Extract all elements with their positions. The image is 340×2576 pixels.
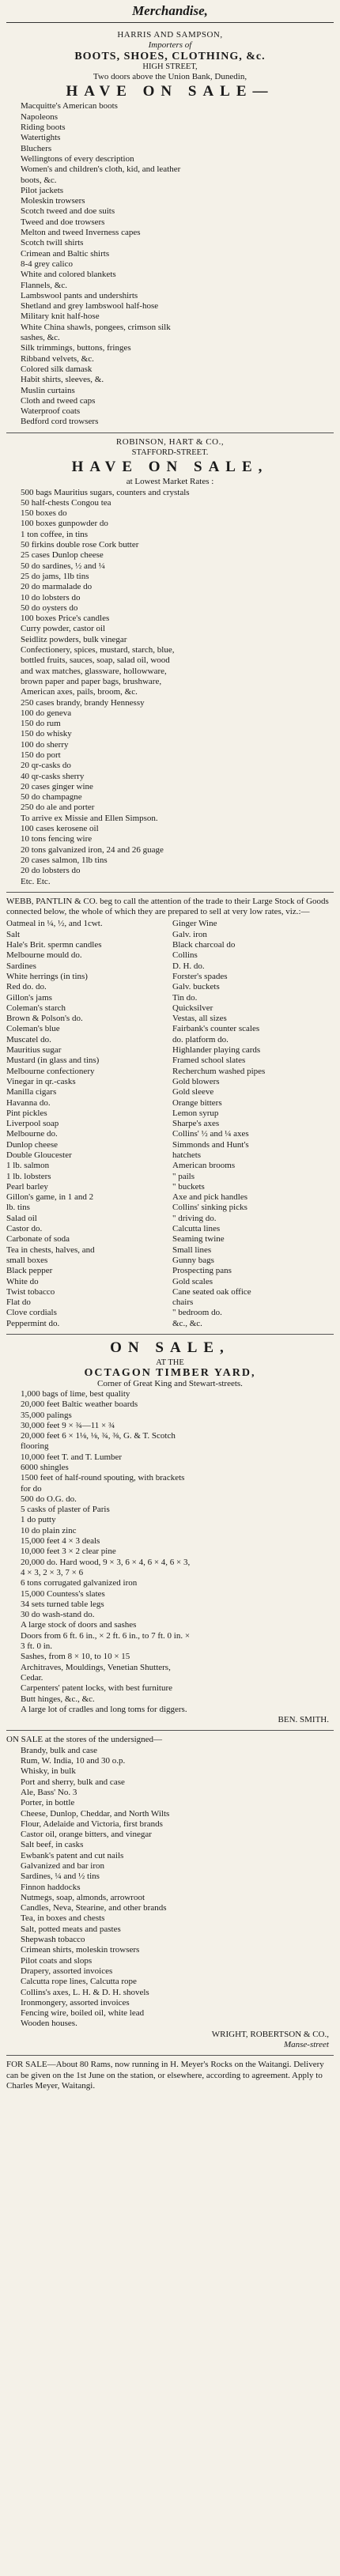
- list-item: Castor oil, orange bitters, and vinegar: [21, 1830, 152, 1840]
- table-row: [6, 1014, 334, 1024]
- list-item: Ribband velvets, &c.: [21, 353, 94, 364]
- list-item: 5 casks of plaster of Paris: [21, 1505, 110, 1515]
- ad-street: HIGH STREET,: [142, 62, 198, 71]
- right-column-item: Quicksilver: [172, 1003, 213, 1013]
- right-column-item: Galv. buckets: [172, 982, 220, 992]
- section-title: Merchandise,: [6, 2, 334, 23]
- list-item: 100 boxes gunpowder do: [21, 519, 108, 529]
- left-column-item: Coleman's starch: [6, 1003, 66, 1013]
- left-column-item: Vinegar in qr.-casks: [6, 1076, 76, 1086]
- ad-sale-banner: HAVE ON SALE,: [71, 459, 269, 476]
- right-column-item: Lemon syrup: [172, 1108, 219, 1118]
- list-item: Bedford cord trowsers: [21, 417, 99, 427]
- for-sale-rams-ad: [6, 2056, 334, 2096]
- table-row: [6, 1077, 334, 1087]
- right-column-item: Fairbank's counter scales: [172, 1024, 260, 1034]
- list-item: Ewbank's patent and cut nails: [21, 1850, 124, 1860]
- list-item: brown paper and paper bags, brushware,: [21, 676, 162, 686]
- list-item: Military knit half-hose: [21, 312, 100, 322]
- table-row: [6, 1214, 334, 1224]
- left-column-item: Muscatel do.: [6, 1034, 51, 1044]
- left-column-item: Brown & Polson's do.: [6, 1014, 83, 1024]
- list-item: Seidlitz powders, bulk vinegar: [21, 634, 127, 644]
- list-item: Sashes, from 8 × 10, to 10 × 15: [21, 1652, 130, 1662]
- right-column-item: Gold blowers: [172, 1076, 220, 1086]
- table-row: [6, 982, 334, 992]
- ad-firm-name: ROBINSON, HART & CO.,: [115, 436, 225, 447]
- ad-signature: BEN. SMITH.: [278, 1715, 329, 1725]
- list-item: 35,000 palings: [21, 1410, 72, 1420]
- ad-subheading: at Lowest Market Rates :: [126, 477, 214, 487]
- left-column-item: Flat do: [6, 1297, 31, 1308]
- left-column-item: Black pepper: [6, 1266, 53, 1276]
- list-item: White China shawls, pongees, crimson silk: [21, 322, 171, 332]
- wright-robertson-ad: [6, 1731, 334, 2056]
- list-item: Ironmongery, assorted invoices: [21, 1997, 130, 2008]
- list-item: Cloth and tweed caps: [21, 395, 96, 406]
- ad-firm-name: HARRIS AND SAMPSON,: [117, 30, 223, 40]
- list-item: Curry powder, castor oil: [21, 624, 106, 634]
- list-item: 250 cases brandy, brandy Hennessy: [21, 697, 145, 708]
- right-column-item: hatchets: [172, 1150, 202, 1160]
- list-item: Confectionery, spices, mustard, starch, blue,: [21, 645, 175, 655]
- right-column-item: Axe and pick handles: [172, 1192, 247, 1203]
- list-item: flooring: [21, 1441, 49, 1452]
- right-column-item: Simmonds and Hunt's: [172, 1139, 249, 1150]
- list-item: and wax matches, glassware, hollowware,: [21, 666, 167, 676]
- ad-item-list: [6, 1389, 334, 1715]
- right-column-item: Gunny bags: [172, 1255, 214, 1265]
- right-column-item: Gold sleeve: [172, 1087, 214, 1097]
- left-column-item: Castor do.: [6, 1224, 43, 1234]
- list-item: 150 boxes do: [21, 508, 67, 519]
- webb-pantlin-ad: [6, 893, 334, 1335]
- list-item: Bluchers: [21, 143, 52, 153]
- list-item: 20,000 feet 6 × 1⅛, ⅛, ¾, ⅜, G. & T. Scotch: [21, 1431, 176, 1441]
- table-row: [6, 1172, 334, 1182]
- right-column-item: Gold scales: [172, 1276, 213, 1286]
- list-item: 100 do sherry: [21, 739, 69, 750]
- table-row: [6, 1003, 334, 1014]
- right-column-item: Forster's spades: [172, 971, 228, 981]
- right-column-item: Collins' sinking picks: [172, 1203, 247, 1213]
- right-column-item: " pails: [172, 1171, 195, 1181]
- list-item: 40 qr-casks sherry: [21, 771, 85, 781]
- list-item: Collins's axes, L. H. & D. H. shovels: [21, 1987, 149, 1997]
- ad-intro: ON SALE at the stores of the undersigned—: [6, 1735, 163, 1745]
- ad-signature: WRIGHT, ROBERTSON & CO.,: [211, 2029, 329, 2039]
- list-item: 20 tons galvanized iron, 24 and 26 guage: [21, 844, 164, 855]
- table-row: [6, 1308, 334, 1318]
- list-item: Finnon haddocks: [21, 1882, 81, 1892]
- ad-sale-banner: HAVE ON SALE—: [66, 83, 274, 100]
- ad-item-list: [6, 101, 334, 427]
- table-row: [6, 1098, 334, 1109]
- right-column-item: Seaming twine: [172, 1234, 225, 1245]
- list-item: 20,000 feet Baltic weather boards: [21, 1399, 138, 1410]
- list-item: Scotch tweed and doe suits: [21, 206, 115, 217]
- ad-subtitle: Importers of: [148, 40, 192, 51]
- right-column-item: D. H. do.: [172, 961, 205, 971]
- left-column-item: Melbourne confectionery: [6, 1066, 95, 1076]
- ad-text: FOR SALE—About 80 Rams, now running in H. Meyer's Rocks on the Waitangi. Delivery can be given on the 1st June on the station, or elsewhere, according to agreement. Apply to Charles Meyer, Waitangi.: [6, 2060, 324, 2091]
- table-row: [6, 1109, 334, 1119]
- left-column-item: Hale's Brit. spermn candles: [6, 940, 102, 950]
- ad-sale-banner: ON SALE,: [110, 1339, 230, 1357]
- right-column-item: Highlander playing cards: [172, 1045, 261, 1056]
- left-column-item: Mustard (in glass and tins): [6, 1056, 100, 1066]
- list-item: sashes, &c.: [21, 333, 60, 343]
- list-item: 10,000 feet 3 × 2 clear pine: [21, 1547, 116, 1557]
- ad-at: AT THE: [156, 1358, 184, 1368]
- list-item: Flour, Adelaide and Victoria, first brands: [21, 1819, 163, 1829]
- left-column-item: 1 lb. lobsters: [6, 1171, 51, 1181]
- list-item: A large lot of cradles and long toms for diggers.: [21, 1704, 187, 1714]
- table-row: [6, 1287, 334, 1297]
- right-column-item: Tin do.: [172, 992, 198, 1003]
- list-item: Pilot jackets: [21, 185, 64, 195]
- list-item: Architraves, Mouldings, Venetian Shutters,: [21, 1662, 171, 1672]
- list-item: Waterproof coats: [21, 406, 81, 417]
- left-column-item: Havanna do.: [6, 1097, 51, 1108]
- list-item: 500 bags Mauritius sugars, counters and crystals: [21, 487, 190, 497]
- list-item: Tweed and doe trowsers: [21, 217, 105, 227]
- right-column-item: Sharpe's axes: [172, 1119, 220, 1129]
- ad-heading: BOOTS, SHOES, CLOTHING, &c.: [74, 50, 266, 62]
- list-item: Whisky, in bulk: [21, 1766, 76, 1777]
- table-row: [6, 1140, 334, 1150]
- list-item: Pilot coats and slops: [21, 1955, 93, 1966]
- list-item: Flannels, &c.: [21, 280, 67, 290]
- table-row: [6, 1067, 334, 1077]
- list-item: 6000 shingles: [21, 1463, 69, 1472]
- list-item: 20,000 do. Hard wood, 9 × 3, 6 × 4, 6 × 4, 6 × 3,: [21, 1557, 191, 1567]
- ad-location: Two doors above the Union Bank, Dunedin,: [93, 72, 247, 82]
- table-row: [6, 1024, 334, 1034]
- list-item: Riding boots: [21, 123, 66, 133]
- left-column-item: Melbourne mould do.: [6, 950, 82, 961]
- right-column-item: " driving do.: [172, 1213, 217, 1223]
- left-column-item: small boxes: [6, 1255, 48, 1265]
- list-item: 10,000 feet T. and T. Lumber: [21, 1452, 123, 1462]
- list-item: Wellingtons of every description: [21, 153, 134, 164]
- table-row: [6, 1045, 334, 1056]
- right-column-item: Orange bitters: [172, 1097, 222, 1108]
- list-item: 8-4 grey calico: [21, 259, 73, 269]
- left-column-item: Oatmeal in ¼, ½, and 1cwt.: [6, 919, 103, 929]
- left-column-item: Double Gloucester: [6, 1150, 72, 1160]
- ad-intro: WEBB, PANTLIN & CO. beg to call the attention of the trade to their Large Stock of Goods connected below, the whole of which they are prepared to sell at very low rates, viz.:—: [6, 896, 329, 917]
- list-item: Etc. Etc.: [21, 876, 51, 886]
- table-row: [6, 1119, 334, 1129]
- right-column-item: Cane seated oak office: [172, 1286, 251, 1297]
- list-item: Crimean and Baltic shirts: [21, 248, 110, 259]
- list-item: 1 do putty: [21, 1515, 56, 1525]
- list-item: Candles, Neva, Stearine, and other brands: [21, 1903, 167, 1913]
- right-column-item: Small lines: [172, 1245, 212, 1255]
- octagon-timber-ad: [6, 1335, 334, 1731]
- right-column-item: Prospecting pans: [172, 1266, 232, 1276]
- list-item: boots, &c.: [21, 175, 57, 185]
- list-item: 30,000 feet 9 × ¾—11 × ¾: [21, 1420, 115, 1430]
- list-item: Tea, in boxes and chests: [21, 1913, 105, 1924]
- list-item: Wooden houses.: [21, 2019, 77, 2029]
- list-item: Drapery, assorted invoices: [21, 1966, 113, 1976]
- list-item: 20 do marmalade do: [21, 582, 93, 592]
- list-item: 1500 feet of half-round spouting, with brackets: [21, 1473, 185, 1483]
- list-item: 100 do geneva: [21, 708, 72, 718]
- list-item: Nutmegs, soap, almonds, arrowroot: [21, 1892, 145, 1902]
- right-column-item: chairs: [172, 1297, 194, 1308]
- list-item: bottled fruits, sauces, soap, salad oil, wood: [21, 655, 170, 666]
- table-row: [6, 961, 334, 972]
- ad-item-list: [6, 488, 334, 887]
- left-column-item: Mauritius sugar: [6, 1045, 62, 1056]
- left-column-item: Carbonate of soda: [6, 1234, 70, 1245]
- left-column-item: lb. tins: [6, 1203, 30, 1213]
- list-item: Moleskin trowsers: [21, 196, 85, 206]
- list-item: Cheese, Dunlop, Cheddar, and North Wilts: [21, 1808, 170, 1819]
- left-column-item: Liverpool soap: [6, 1119, 59, 1129]
- table-row: [6, 1056, 334, 1066]
- left-column-item: 1 lb. salmon: [6, 1161, 50, 1171]
- list-item: 20 cases ginger wine: [21, 781, 93, 791]
- left-column-item: Tea in chests, halves, and: [6, 1245, 95, 1255]
- left-column-item: Melbourne do.: [6, 1129, 58, 1139]
- list-item: 20 do lobsters do: [21, 866, 81, 876]
- table-row: [6, 1182, 334, 1192]
- list-item: Galvanized and bar iron: [21, 1860, 104, 1871]
- table-row: [6, 1256, 334, 1266]
- right-column-item: " buckets: [172, 1181, 205, 1192]
- list-item: Fencing wire, boiled oil, white lead: [21, 2008, 145, 2019]
- list-item: Crimean shirts, moleskin trowsers: [21, 1945, 140, 1955]
- table-row: [6, 1087, 334, 1097]
- list-item: 4 × 3, 2 × 3, 7 × 6: [21, 1567, 84, 1577]
- right-column-item: Calcutta lines: [172, 1224, 221, 1234]
- list-item: Women's and children's cloth, kid, and leather: [21, 164, 181, 175]
- table-row: [6, 1150, 334, 1161]
- list-item: 50 do oysters do: [21, 602, 78, 613]
- list-item: American axes, pails, broom, &c.: [21, 687, 138, 697]
- list-item: 25 cases Dunlop cheese: [21, 550, 104, 561]
- left-column-item: Gillon's game, in 1 and 2: [6, 1192, 94, 1203]
- list-item: Macquitte's American boots: [21, 101, 118, 111]
- right-column-item: Ginger Wine: [172, 919, 217, 929]
- harris-sampson-ad: [6, 26, 334, 433]
- table-row: [6, 1266, 334, 1276]
- list-item: Port and sherry, bulk and case: [21, 1777, 125, 1787]
- list-item: Melton and tweed Inverness capes: [21, 228, 141, 238]
- list-item: 100 cases kerosene oil: [21, 824, 99, 834]
- table-row: [6, 919, 334, 929]
- left-column-item: Red do. do.: [6, 982, 47, 992]
- list-item: Butt hinges, &c., &c.: [21, 1694, 95, 1704]
- list-item: 50 do sardines, ½ and ¼: [21, 561, 105, 571]
- ad-heading: OCTAGON TIMBER YARD,: [84, 1367, 256, 1380]
- left-column-item: Clove cordials: [6, 1308, 57, 1318]
- list-item: 150 do rum: [21, 719, 61, 729]
- left-column-item: Sardines: [6, 961, 36, 971]
- list-item: 10 do plain zinc: [21, 1525, 77, 1535]
- list-item: 10 tons fencing wire: [21, 834, 93, 844]
- list-item: Colored silk damask: [21, 364, 93, 374]
- ad-two-column-list: [6, 919, 334, 1329]
- list-item: 30 do wash-stand do.: [21, 1610, 95, 1620]
- list-item: Cedar.: [21, 1672, 43, 1683]
- left-column-item: Pearl barley: [6, 1181, 48, 1192]
- list-item: To arrive ex Missie and Ellen Simpson.: [21, 813, 158, 823]
- right-column-item: Vestas, all sizes: [172, 1014, 227, 1024]
- table-row: [6, 1161, 334, 1171]
- list-item: 500 do O.G. do.: [21, 1494, 77, 1504]
- list-item: Doors from 6 ft. 6 in., × 2 ft. 6 in., to 7 ft. 0 in. ×: [21, 1630, 191, 1641]
- list-item: Carpenters' patent locks, with best furniture: [21, 1683, 172, 1694]
- list-item: 34 sets turned table legs: [21, 1599, 104, 1609]
- left-column-item: White do: [6, 1276, 39, 1286]
- table-row: [6, 1245, 334, 1256]
- list-item: Porter, in bottle: [21, 1798, 75, 1808]
- list-item: 150 do whisky: [21, 729, 72, 739]
- list-item: 250 do ale and porter: [21, 803, 95, 813]
- list-item: 10 do lobsters do: [21, 592, 81, 602]
- left-column-item: Salt: [6, 929, 21, 939]
- table-row: [6, 972, 334, 982]
- list-item: Napoleons: [21, 111, 59, 122]
- list-item: Ale, Bass' No. 3: [21, 1787, 77, 1797]
- list-item: 50 firkins double rose Cork butter: [21, 540, 139, 550]
- list-item: Salt, potted meats and pastes: [21, 1924, 121, 1934]
- table-row: [6, 1203, 334, 1213]
- list-item: Habit shirts, sleeves, &.: [21, 375, 104, 385]
- list-item: 15,000 feet 4 × 3 deals: [21, 1536, 100, 1547]
- list-item: 20 cases salmon, 1lb tins: [21, 855, 108, 865]
- right-column-item: Black charcoal do: [172, 940, 236, 950]
- list-item: 50 half-chests Congou tea: [21, 497, 111, 508]
- ad-location: Corner of Great King and Stewart-streets.: [97, 1378, 243, 1388]
- list-item: 25 do jams, 1lb tins: [21, 571, 89, 581]
- left-column-item: Gillon's jams: [6, 992, 52, 1003]
- list-item: 150 do port: [21, 750, 61, 760]
- newspaper-page: [6, 0, 334, 2096]
- list-item: Scotch twill shirts: [21, 238, 84, 248]
- right-column-item: Recherchum washed pipes: [172, 1066, 266, 1076]
- right-column-item: Framed school slates: [172, 1056, 246, 1066]
- list-item: Shetland and grey lambswool half-hose: [21, 301, 159, 312]
- table-row: [6, 1035, 334, 1045]
- list-item: A large stock of doors and sashes: [21, 1620, 137, 1630]
- table-row: [6, 1277, 334, 1287]
- left-column-item: Dunlop cheese: [6, 1139, 59, 1150]
- ad-street: Manse-street: [283, 2040, 329, 2050]
- list-item: Silk trimmings, buttons, fringes: [21, 343, 131, 353]
- table-row: [6, 1234, 334, 1245]
- right-column-item: American brooms: [172, 1161, 236, 1171]
- table-row: [6, 940, 334, 950]
- table-row: [6, 1319, 334, 1329]
- list-item: Salt beef, in casks: [21, 1840, 84, 1850]
- list-item: Calcutta rope lines, Calcutta rope: [21, 1977, 137, 1987]
- left-column-item: Twist tobacco: [6, 1286, 55, 1297]
- list-item: 100 boxes Price's candles: [21, 614, 110, 624]
- right-column-item: Galv. iron: [172, 929, 207, 939]
- list-item: 15,000 Countess's slates: [21, 1588, 105, 1599]
- list-item: Muslin curtains: [21, 385, 75, 395]
- list-item: 50 do champagne: [21, 792, 82, 803]
- list-item: Rum, W. India, 10 and 30 o.p.: [21, 1756, 126, 1766]
- right-column-item: do. platform do.: [172, 1034, 229, 1044]
- list-item: 1,000 bags of lime, best quality: [21, 1388, 130, 1399]
- list-item: Sardines, ¼ and ½ tins: [21, 1872, 100, 1882]
- list-item: White and colored blankets: [21, 270, 116, 280]
- list-item: 6 tons corrugated galvanized iron: [21, 1578, 138, 1588]
- table-row: [6, 930, 334, 940]
- left-column-item: Coleman's blue: [6, 1024, 60, 1034]
- list-item: 20 qr-casks do: [21, 761, 71, 771]
- robinson-hart-ad: [6, 433, 334, 893]
- list-item: 1 ton coffee, in tins: [21, 529, 89, 539]
- ad-item-list: [6, 1746, 334, 2030]
- table-row: [6, 1297, 334, 1308]
- list-item: Lambswool pants and undershirts: [21, 290, 138, 300]
- list-item: Brandy, bulk and case: [21, 1745, 98, 1755]
- left-column-item: Peppermint do.: [6, 1318, 60, 1328]
- table-row: [6, 950, 334, 961]
- right-column-item: &c., &c.: [172, 1318, 202, 1328]
- table-row: [6, 1129, 334, 1139]
- ad-street: STAFFORD-STREET.: [131, 448, 209, 457]
- left-column-item: White herrings (in tins): [6, 971, 88, 981]
- right-column-item: Collins: [172, 950, 198, 961]
- left-column-item: Manilla cigars: [6, 1087, 57, 1097]
- table-row: [6, 1224, 334, 1234]
- table-row: [6, 993, 334, 1003]
- left-column-item: Pint pickles: [6, 1108, 47, 1118]
- right-column-item: " bedroom do.: [172, 1308, 222, 1318]
- list-item: Shepwash tobacco: [21, 1935, 85, 1945]
- list-item: for do: [21, 1483, 42, 1494]
- list-item: 3 ft. 0 in.: [21, 1641, 53, 1652]
- table-row: [6, 1192, 334, 1203]
- list-item: Watertights: [21, 133, 61, 143]
- right-column-item: Collins' ½ and ¼ axes: [172, 1129, 249, 1139]
- left-column-item: Salad oil: [6, 1213, 37, 1223]
